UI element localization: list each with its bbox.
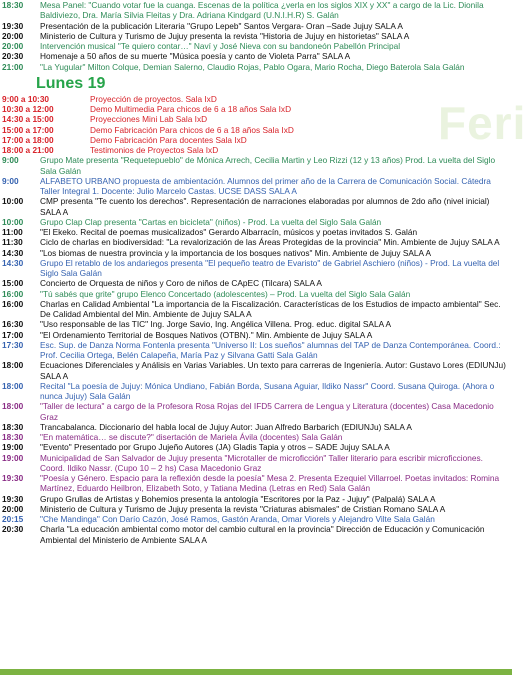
entry-time: 19:30 — [2, 473, 24, 483]
schedule-entry — [2, 217, 508, 227]
entry-description: "Taller de lectura" a cargo de la Profesora Rosa Rojas del IFD5 Carrera de Lengua y Literatura (docentes) Casa Macedonio Graz — [40, 401, 494, 422]
previous-day-entries — [2, 0, 508, 72]
entry-description: "Poesía y Género. Espacio para la reflexión desde la poesía" Mesa 2. Presenta Ezequiel Villarroel. Poetas invitados: Romina Martínez, Eduardo Heilbron, Elizabeth Soto, y Tatiana Medina (Letras en Red) Sala Galán — [40, 473, 500, 494]
entry-time: 18:30 — [2, 432, 24, 442]
entry-time: 15:00 a 17:00 — [2, 124, 54, 135]
fair-watermark: Feri — [438, 97, 526, 149]
entry-time: 20:00 — [2, 41, 24, 51]
entry-time: 21:00 — [2, 61, 24, 72]
entry-description: "El Ekeko. Recital de poemas musicalizados" Gerardo Albarracín, músicos y poetas invitados S. Galán — [40, 227, 418, 237]
entry-description: Esc. Sup. de Danza Norma Fontenla presenta "Universo II: Los sueños" alumnas del TAP de Danza Contemporánea. Coord.: Prof. Cecilia Ortega, Belén Calapeña, María Paz y Silvana Gatti Sala Galán — [40, 339, 501, 360]
entry-time: 18:00 — [2, 380, 24, 391]
schedule-entry — [2, 319, 508, 329]
entry-description: Intervención musical "Te quiero contar…" Naví y José Nieva con su bandoneón Pabellón Principal — [40, 41, 401, 51]
entry-description: CMP presenta "Te cuento los derechos". Representación de narraciones elaboradas por alumnos de 2do año (nivel inicial) SALA A — [40, 196, 490, 217]
schedule-entry — [2, 237, 508, 247]
entry-time: 10:00 — [2, 216, 24, 227]
entry-time: 18:00 — [2, 360, 24, 371]
schedule-entry — [2, 135, 508, 145]
entry-time: 20:00 — [2, 503, 24, 514]
entry-description: Charla "La educación ambiental como motor del cambio cultural en la provincia" Dirección de Educación y Comunicación Ambiental del Ministerio de Ambiente SALA A — [40, 524, 485, 545]
schedule-entry — [2, 330, 508, 340]
entry-time: 20:00 — [2, 30, 24, 41]
entry-time: 11:00 — [2, 227, 23, 237]
day-heading: Lunes 19 — [36, 74, 106, 92]
schedule-entry — [2, 155, 508, 176]
entry-time: 16:00 — [2, 288, 24, 299]
entry-time: 14:30 — [2, 257, 24, 268]
entry-description: Demo Fabricación Para docentes Sala IxD — [90, 134, 247, 145]
entry-description: "En matemática… se discute?" disertación de Mariela Ávila (docentes) Sala Galán — [40, 432, 343, 442]
entry-time: 9:00 — [2, 175, 19, 186]
schedule-entry — [2, 514, 508, 524]
schedule-entry — [2, 94, 508, 104]
schedule-list — [2, 0, 508, 545]
entry-description: ALFABETO URBANO propuesta de ambientación. Alumnos del primer año de la Carrera de Comunicación Social. Cátedra Taller Integral 1. Docente: Julio Marcelo Castas. UCSE DASS SALA A — [40, 175, 491, 196]
schedule-entry — [2, 21, 508, 31]
entry-description: Ministerio de Cultura y Turismo de Jujuy presenta la revista "Historia de Jujuy en historietas" SALA A — [40, 30, 410, 41]
schedule-entry — [2, 432, 508, 442]
schedule-entry — [2, 0, 508, 21]
schedule-entry — [2, 494, 508, 504]
schedule-entry — [2, 145, 508, 155]
schedule-entry — [2, 31, 508, 41]
schedule-entry — [2, 248, 508, 258]
entry-time: 18:30 — [2, 0, 24, 10]
entry-time: 17:30 — [2, 339, 24, 350]
entry-description: Grupo El retablo de los andariegos presenta "El pequeño teatro de Evaristo" de Gabriel Aschiero (niños) - Prod. La vuelta del Siglo Sala Galán — [40, 257, 500, 278]
entry-time: 19:30 — [2, 493, 24, 504]
entry-time: 20:30 — [2, 51, 24, 62]
entry-description: "Che Mandinga" Con Darío Cazón, José Ramos, Gastón Aranda, Omar Viorels y Alejandro Vilte Sala Galán — [40, 514, 435, 524]
entry-time: 20:15 — [2, 514, 24, 524]
schedule-entry — [2, 196, 508, 217]
entry-description: Grupo Mate presenta "Requetepueblo" de Mónica Arrech, Cecilia Martin y Leo Rizzi (12 y 13 años) Prod. La vuelta del Siglo Sala Galán — [40, 155, 496, 176]
entry-description: "Evento" Presentado por Grupo Jujeño Autores (JA) Gladis Tapia y otros – SADE Jujuy SALA A — [40, 442, 390, 453]
entry-time: 18:00 a 21:00 — [2, 145, 54, 155]
schedule-entry — [2, 258, 508, 279]
entry-description: Proyección de proyectos. Sala IxD — [90, 93, 217, 104]
entry-description: "Uso responsable de las TIC" Ing. Jorge Savio, Ing. Angélica Villena. Prog. educ. digital SALA A — [40, 319, 392, 330]
entry-description: Demo Multimedia Para chicos de 6 a 18 años Sala IxD — [90, 104, 292, 114]
schedule-entry — [2, 125, 508, 135]
schedule-entry — [2, 422, 508, 432]
schedule-entry — [2, 360, 508, 381]
entry-description: Demo Fabricación Para chicos de 6 a 18 años Sala IxD — [90, 124, 294, 135]
entry-description: Charlas en Calidad Ambiental "La importancia de la Fiscalización. Características de los Estudios de impacto ambiental" Sec. De Calidad Ambiental del Min. Ambiente de Jujuy SALA A — [40, 298, 501, 319]
entry-time: 18:30 — [2, 421, 24, 432]
entry-time: 10:00 — [2, 196, 24, 207]
entry-description: Mesa Panel: "Cuando votar fue la cuanga. Escenas de la política ¿verla en los siglos XIX y XX" a cargo de la Lic. Dionila Baldiviezo, Dra. María Silvia Fleitas y Dra. Adriana Kindgard (U.N.I.H.R) S. Galán — [40, 0, 484, 21]
entry-time: 9:00 — [2, 155, 19, 166]
entry-description: Ciclo de charlas en biodiversidad: "La revalorización de las Áreas Protegidas de la provincia" Min. Ambiente de Jujuy SALA A — [40, 237, 500, 248]
entry-time: 11:30 — [2, 237, 23, 248]
day-entries — [2, 94, 508, 545]
entry-description: Trancabalanca. Diccionario del habla local de Jujuy Autor: Juan Alfredo Barbarich (EDIUNJu) SALA A — [40, 421, 412, 432]
schedule-entry — [2, 62, 508, 72]
entry-time: 16:00 — [2, 298, 24, 309]
schedule-entry — [2, 227, 508, 237]
schedule-entry — [2, 473, 508, 494]
schedule-entry — [2, 453, 508, 474]
schedule-entry — [2, 340, 508, 361]
schedule-entry — [2, 51, 508, 61]
entry-time: 15:00 — [2, 278, 24, 289]
entry-description: "Los biomas de nuestra provincia y la importancia de los bosques nativos" Min. Ambiente de Jujuy SALA A — [40, 247, 431, 258]
entry-description: Testimonios de Proyectos Sala IxD — [90, 145, 219, 155]
entry-time: 17:00 — [2, 329, 24, 340]
schedule-entry — [2, 104, 508, 114]
entry-time: 14:30 — [2, 247, 24, 258]
entry-time: 9:00 a 10:30 — [2, 93, 50, 104]
entry-description: Recital "La poesía de Jujuy: Mónica Undiano, Fabián Borda, Susana Aguiar, Ildiko Nassr" Coord. Susana Quiroga. (Ahora o nunca Jujuy) Sala Galán — [40, 380, 495, 401]
schedule-entry — [2, 442, 508, 452]
entry-description: Presentación de la publicación Literaria "Grupo Lepeb" Santos Vergara- Oran –Sade Jujuy SALA A — [40, 20, 403, 31]
schedule-entry — [2, 381, 508, 402]
entry-description: Ecuaciones Diferenciales y Análisis en Varias Variables. Un texto para carreras de Ingeniería. Autor: Gustavo Lores (EDIUNJu) SALA A — [40, 360, 506, 381]
entry-description: "El Ordenamiento Territorial de Bosques Nativos (OTBN)." Min. Ambiente de Jujuy SALA A — [40, 329, 373, 340]
entry-time: 18:00 — [2, 401, 24, 412]
schedule-entry — [2, 289, 508, 299]
schedule-entry — [2, 176, 508, 197]
entry-description: "Tú sabés que grite" grupo Elenco Concertado (adolescentes) – Prod. La vuelta del Siglo Sala Galán — [40, 288, 411, 299]
entry-time: 17:00 a 18:00 — [2, 134, 54, 145]
entry-time: 19:00 — [2, 442, 24, 453]
entry-time: 16:30 — [2, 319, 24, 330]
entry-time: 19:30 — [2, 20, 24, 31]
entry-time: 14:30 a 15:00 — [2, 114, 54, 125]
schedule-entry — [2, 114, 508, 124]
entry-description: Ministerio de Cultura y Turismo de Jujuy presenta la revista "Criaturas abismales" de Cristian Romano SALA A — [40, 503, 446, 514]
entry-time: 20:30 — [2, 524, 24, 535]
entry-description: Grupo Grullas de Artistas y Bohemios presenta la antología "Escritores por la Paz - Jujuy" (Palpalá) SALA A — [40, 493, 436, 504]
entry-description: Grupo Clap Clap presenta "Cartas en bicicleta" (niños) - Prod. La vuelta del Siglo Sala Galán — [40, 216, 382, 227]
schedule-entry — [2, 299, 508, 320]
schedule-entry — [2, 401, 508, 422]
entry-time: 10:30 a 12:00 — [2, 104, 54, 114]
entry-description: "La Yugular" Milton Colque, Demian Salerno, Claudio Rojas, Pablo Ogara, Mario Rocha, Diego Baterola Sala Galán — [40, 61, 465, 72]
schedule-entry — [2, 524, 508, 545]
schedule-entry — [2, 41, 508, 51]
entry-description: Homenaje a 50 años de su muerte "Música poesía y canto de Violeta Parra" SALA A — [40, 51, 351, 62]
entry-description: Municipalidad de San Salvador de Jujuy presenta "Microtaller de microficción" Taller literario para escribir microficciones. Coord. Ildiko Nassr. (Cupo 10 – 2 hs) Casa Macedonio Graz — [40, 452, 483, 473]
entry-description: Concierto de Orquesta de niños y Coro de niños de CApEC (Tilcara) SALA A — [40, 278, 322, 289]
schedule-entry — [2, 278, 508, 288]
bottom-stripe — [0, 669, 512, 675]
entry-description: Proyecciones Mini Lab Sala IxD — [90, 114, 208, 125]
entry-time: 19:00 — [2, 452, 24, 463]
schedule-entry — [2, 504, 508, 514]
